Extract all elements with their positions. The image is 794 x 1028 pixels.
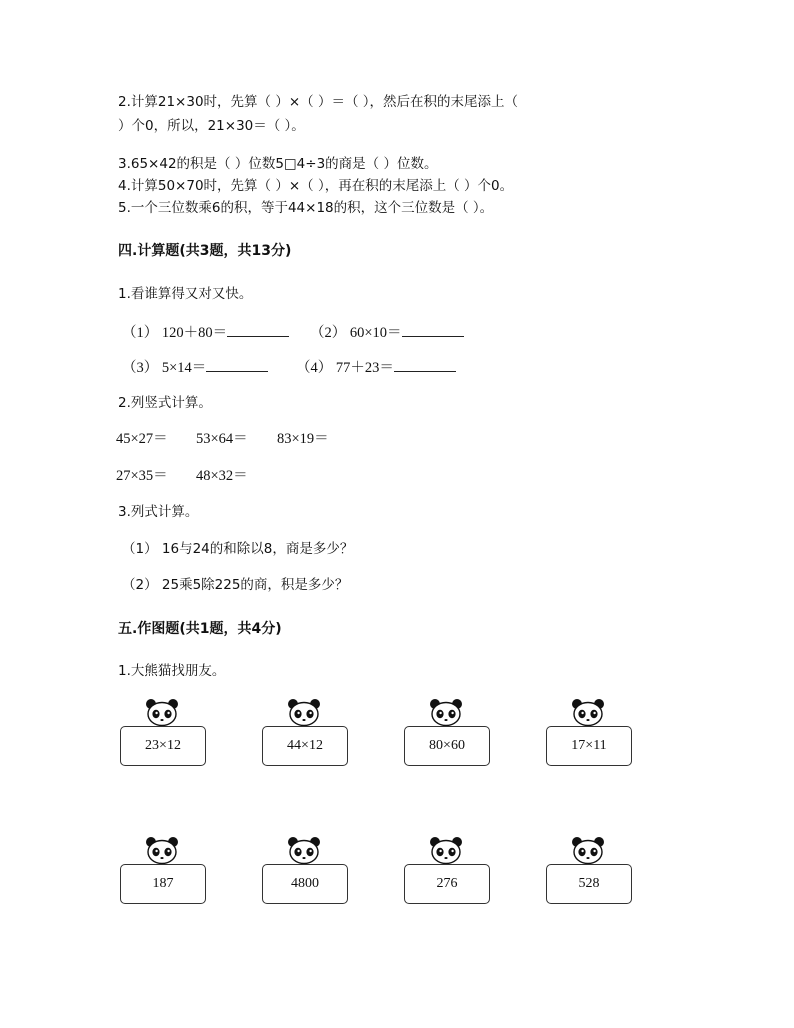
item-expression: 77＋23＝ xyxy=(335,360,394,376)
panda-icon xyxy=(287,836,321,864)
s4-q3-title: 3.列式计算。 xyxy=(118,504,199,520)
item-text: 25乘5除225的商，积是多少？ xyxy=(161,577,349,593)
item-label: （4） xyxy=(296,360,333,376)
panda-icon xyxy=(145,698,179,726)
section-4-heading: 四.计算题(共3题，共13分) xyxy=(118,243,292,259)
item-label: （2） xyxy=(122,577,158,593)
question-2-line-2: ）个0，所以，21×30＝（ ）。 xyxy=(118,118,305,134)
s4-q1-title: 1.看谁算得又对又快。 xyxy=(118,286,253,302)
item-expression: 5×14＝ xyxy=(161,360,207,376)
s4-q1-item-4 xyxy=(296,357,456,377)
s4-q2-expr-2: 53×64＝ xyxy=(196,431,248,447)
panda-icon xyxy=(429,836,463,864)
s4-q2-expr-5: 48×32＝ xyxy=(196,468,248,484)
answer-card[interactable]: 4800 xyxy=(262,864,348,904)
answer-card[interactable]: 276 xyxy=(404,864,490,904)
s4-q1-item-1 xyxy=(122,322,289,342)
s4-q3-item-2 xyxy=(122,576,348,594)
panda-icon xyxy=(145,836,179,864)
answer-blank[interactable] xyxy=(227,322,289,337)
answer-blank[interactable] xyxy=(206,357,268,372)
expression-card[interactable]: 44×12 xyxy=(262,726,348,766)
s4-q2-title: 2.列竖式计算。 xyxy=(118,395,212,411)
s4-q2-expr-1: 45×27＝ xyxy=(116,431,168,447)
question-5: 5.一个三位数乘6的积，等于44×18的积，这个三位数是（ ）。 xyxy=(118,200,494,216)
s4-q1-item-3 xyxy=(122,357,268,377)
s4-q3-item-1 xyxy=(122,540,353,558)
s4-q2-expr-4: 27×35＝ xyxy=(116,468,168,484)
answer-card[interactable]: 187 xyxy=(120,864,206,904)
panda-icon xyxy=(571,698,605,726)
panda-icon xyxy=(571,836,605,864)
expression-card[interactable]: 17×11 xyxy=(546,726,632,766)
item-label: （2） xyxy=(310,325,347,341)
answer-blank[interactable] xyxy=(402,322,464,337)
item-text: 16与24的和除以8，商是多少？ xyxy=(161,541,354,557)
item-label: （1） xyxy=(122,325,159,341)
s4-q1-item-2 xyxy=(310,322,464,342)
answer-card[interactable]: 528 xyxy=(546,864,632,904)
panda-icon xyxy=(287,698,321,726)
panda-icon xyxy=(429,698,463,726)
question-2-line-1: 2.计算21×30时，先算（ ）×（ ）＝（ ），然后在积的末尾添上（ xyxy=(118,94,518,110)
expression-card[interactable]: 80×60 xyxy=(404,726,490,766)
question-3: 3.65×42的积是（ ）位数5□4÷3的商是（ ）位数。 xyxy=(118,156,438,172)
s4-q2-expr-3: 83×19＝ xyxy=(277,431,329,447)
expression-card[interactable]: 23×12 xyxy=(120,726,206,766)
item-expression: 60×10＝ xyxy=(349,325,402,341)
section-5-heading: 五.作图题(共1题，共4分) xyxy=(118,621,282,637)
item-label: （1） xyxy=(122,541,158,557)
item-label: （3） xyxy=(122,360,159,376)
item-expression: 120＋80＝ xyxy=(161,325,228,341)
answer-blank[interactable] xyxy=(394,357,456,372)
s5-q1-title: 1.大熊猫找朋友。 xyxy=(118,663,226,679)
question-4: 4.计算50×70时，先算（ ）×（ ），再在积的末尾添上（ ）个0。 xyxy=(118,178,514,194)
